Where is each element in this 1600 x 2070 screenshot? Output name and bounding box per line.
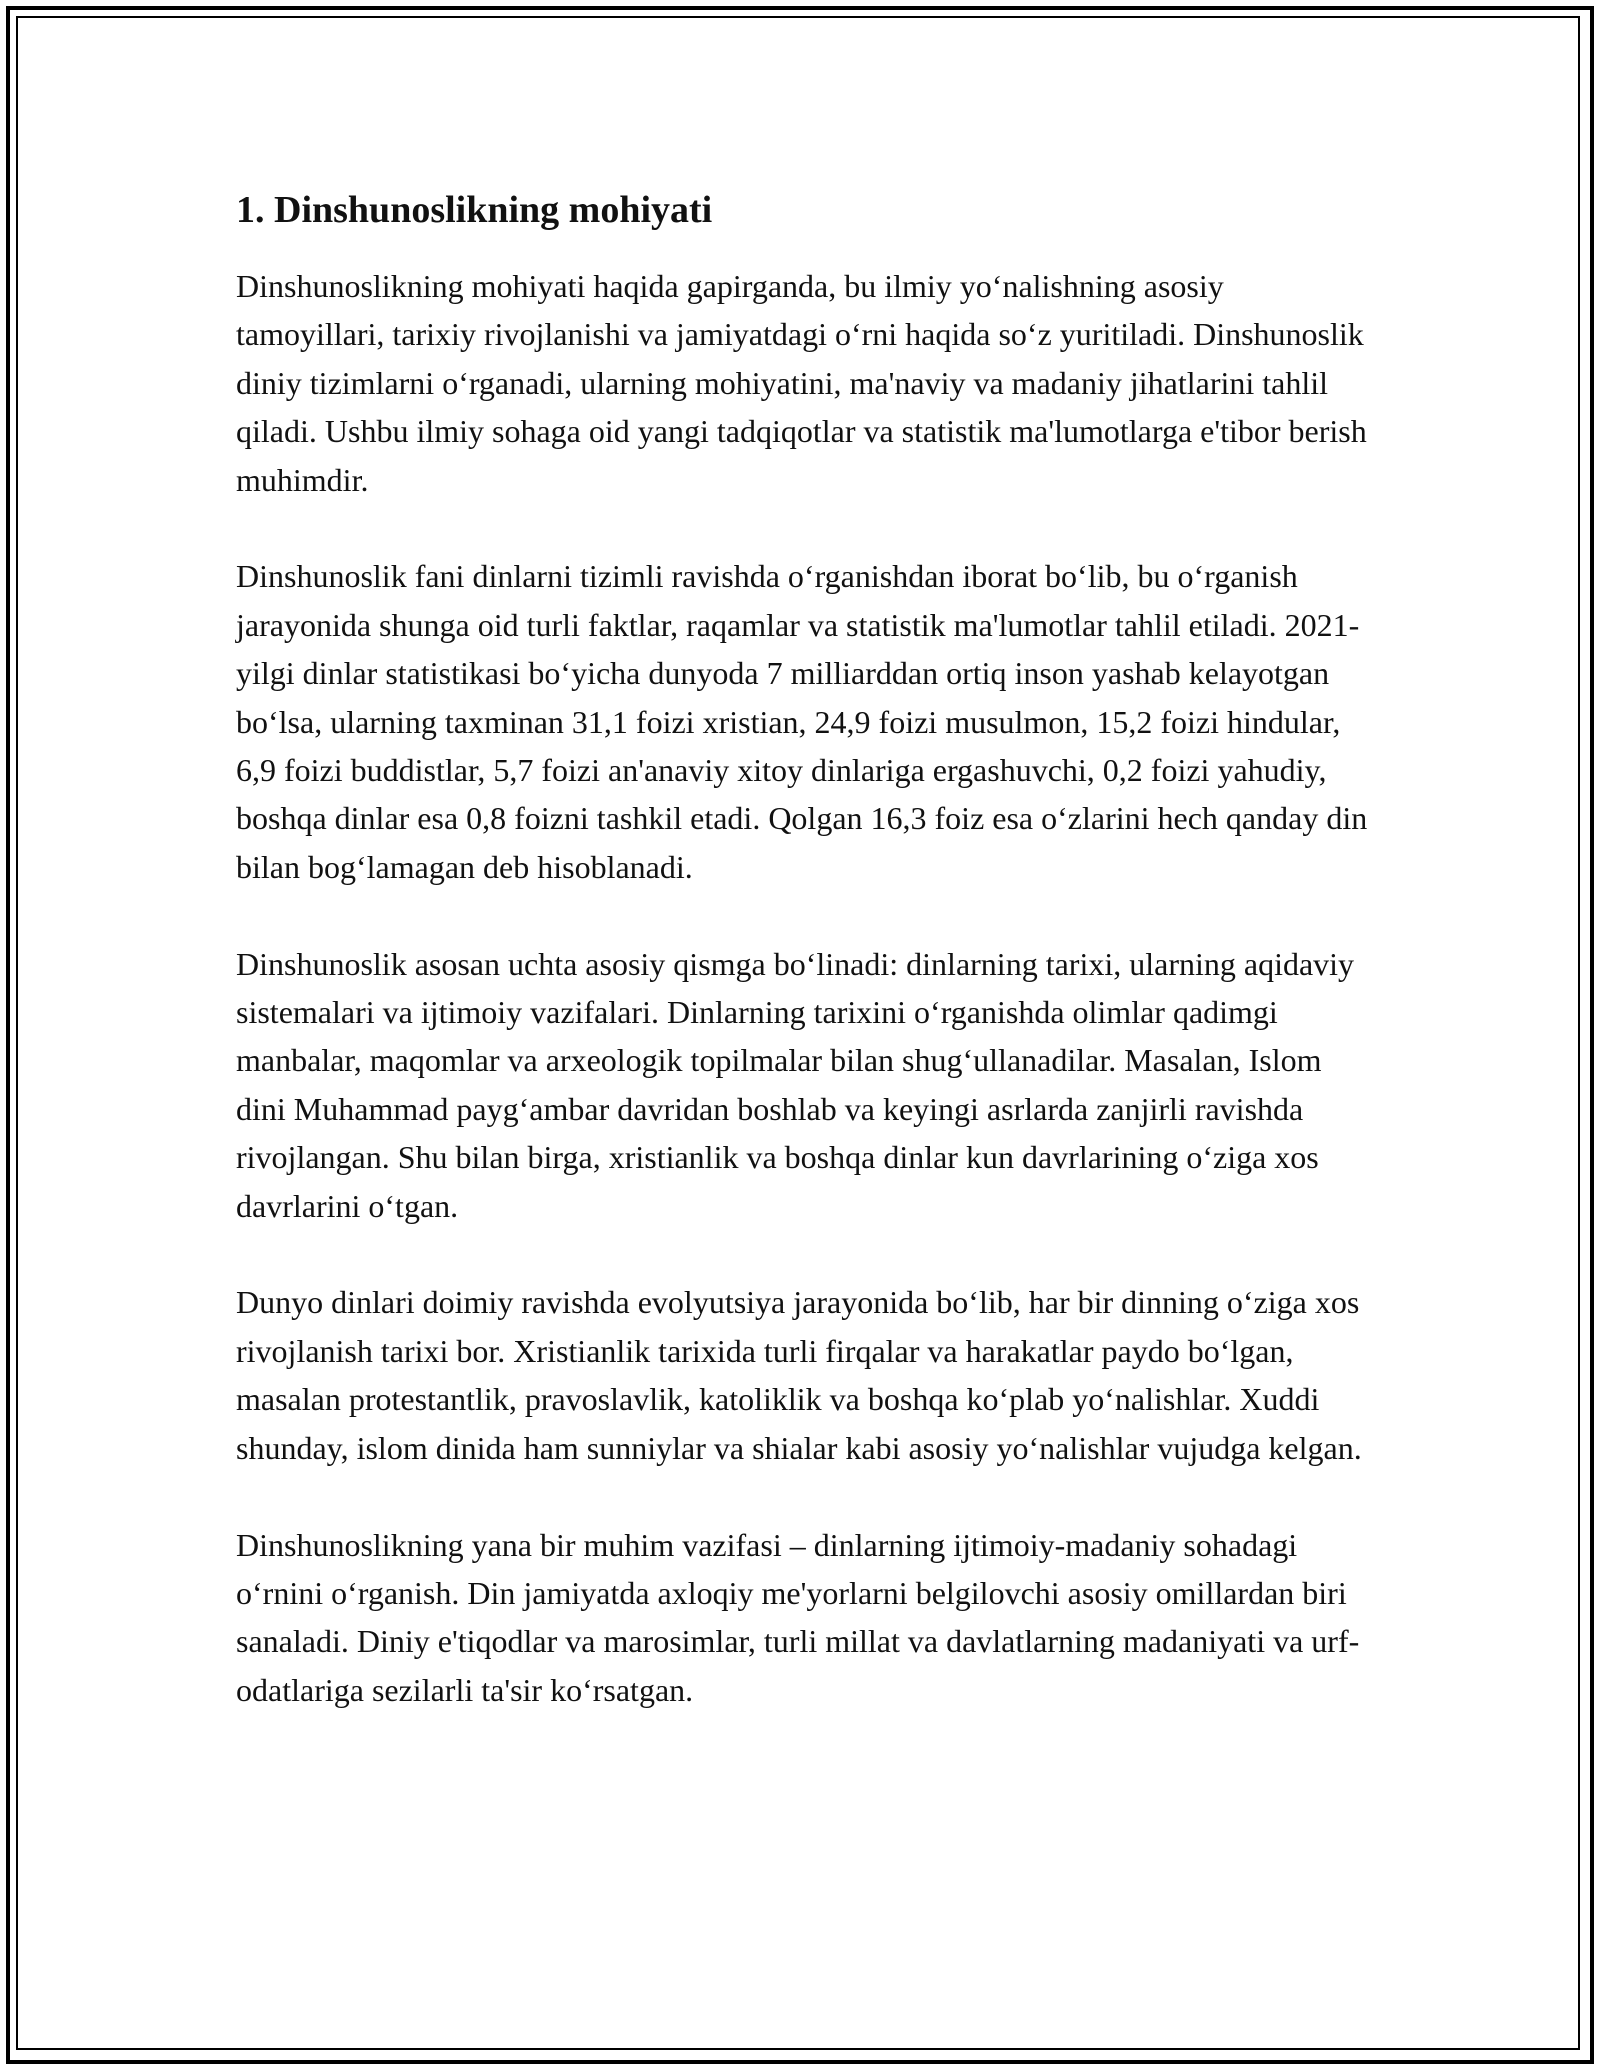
paragraph-3: Dinshunoslik asosan uchta asosiy qismga bo‘linadi: dinlarning tarixi, ularning aqidaviy sistemalari va ijtimoiy vazifalari. Dinlarning tarixini o‘rganishda olimlar qadimgi manbalar, maqomlar va arxeologik topilmalar bilan shug‘ullanadilar. Masalan, Islom dini Muhammad payg‘ambar davridan boshlab va keyingi asrlarda zanjirli ravishda rivojlangan. Shu bilan birga, xristianlik va boshqa dinlar kun davrlarining o‘ziga xos davrlarini o‘tgan. [236,945,1355,1224]
paragraph-2: Dinshunoslik fani dinlarni tizimli ravishda o‘rganishdan iborat bo‘lib, bu o‘rganish jarayonida shunga oid turli faktlar, raqamlar va statistik ma'lumotlar tahlil etiladi. 2021-yilgi dinlar statistikasi bo‘yicha dunyoda 7 milliarddan ortiq inson yashab kelayotgan bo‘lsa, ularning taxminan 31,1 foizi xristian, 24,9 foizi musulmon, 15,2 foizi hindular, 6,9 foizi buddistlar, 5,7 foizi an'anaviy xitoy dinlariga ergashuvchi, 0,2 foizi yahudiy, boshqa dinlar esa 0,8 foizni tashkil etadi. Qolgan 16,3 foiz esa o‘zlarini hech qanday din bilan bog‘lamagan deb hisoblanadi. [236,558,1368,885]
document-body [236,186,1376,1763]
paragraph-5: Dinshunoslikning yana bir muhim vazifasi – dinlarning ijtimoiy-madaniy sohadagi o‘rnini o‘rganish. Din jamiyatda axloqiy me'yorlarni belgilovchi asosiy omillardan biri sanaladi. Diniy e'tiqodlar va marosimlar, turli millat va davlatlarning madaniyati va urf-odatlariga sezilarli ta'sir ko‘rsatgan. [236,1526,1360,1708]
paragraph-1: Dinshunoslikning mohiyati haqida gapirganda, bu ilmiy yo‘nalishning asosiy tamoyillari, tarixiy rivojlanishi va jamiyatdagi o‘rni haqida so‘z yuritiladi. Dinshunoslik diniy tizimlarni o‘rganadi, ularning mohiyatini, ma'naviy va madaniy jihatlarini tahlil qiladi. Ushbu ilmiy sohaga oid yangi tadqiqotlar va statistik ma'lumotlarga e'tibor berish muhimdir. [236,268,1367,498]
section-heading: 1. Dinshunoslikning mohiyati [236,189,713,231]
paragraph-4: Dunyo dinlari doimiy ravishda evolyutsiya jarayonida bo‘lib, har bir dinning o‘ziga xos rivojlanish tarixi bor. Xristianlik tarixida turli firqalar va harakatlar paydo bo‘lgan, masalan protestantlik, pravoslavlik, katoliklik va boshqa ko‘plab yo‘nalishlar. Xuddi shunday, islom dinida ham sunniylar va shialar kabi asosiy yo‘nalishlar vujudga kelgan. [236,1284,1362,1466]
